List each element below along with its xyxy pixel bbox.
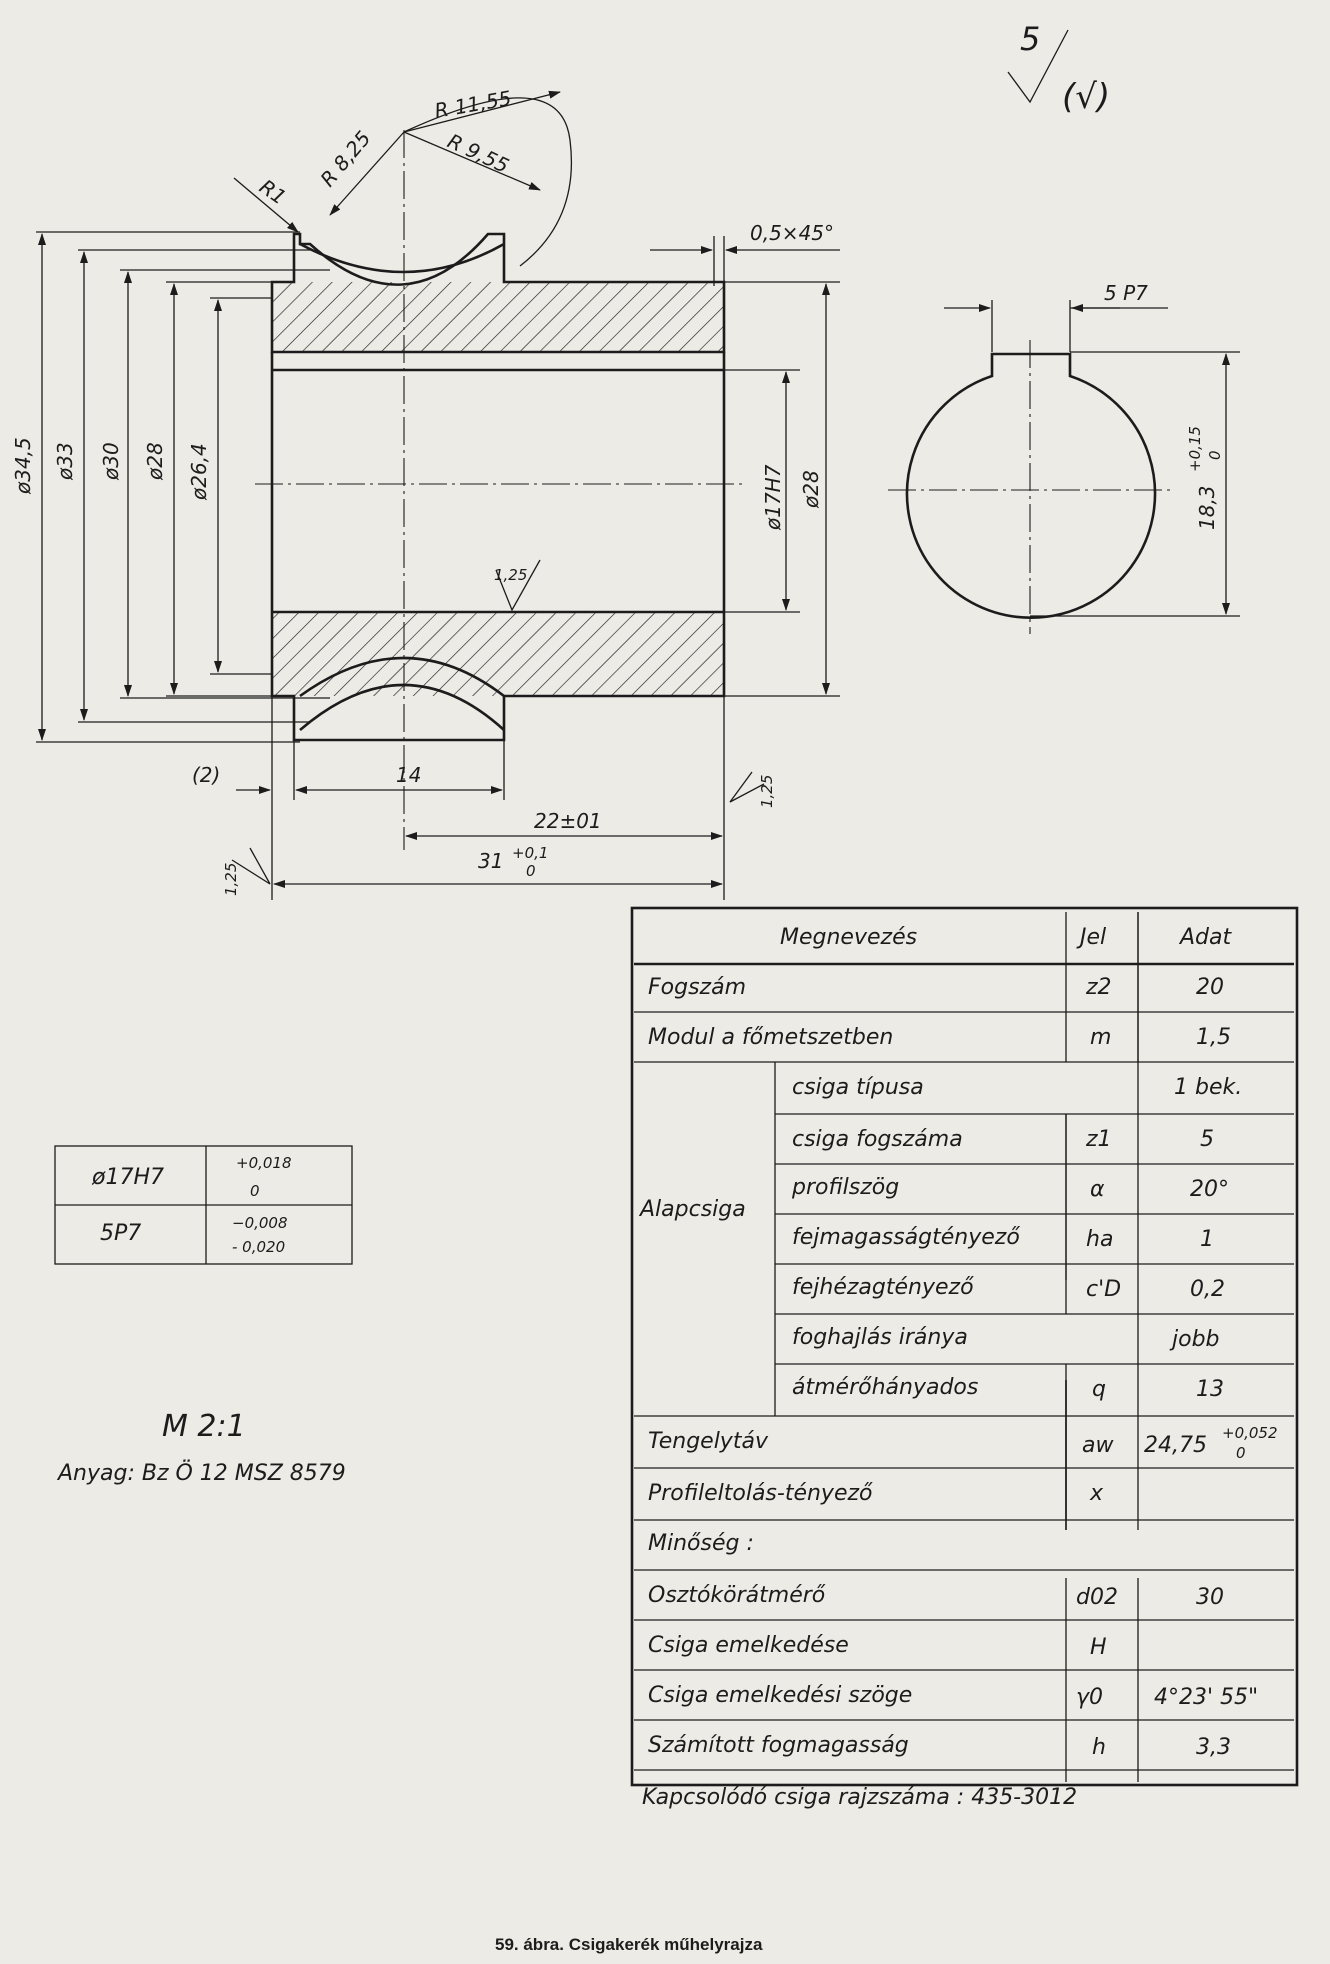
dim-d30: ø30: [99, 442, 123, 480]
tol-upper-1: −0,008: [232, 1214, 288, 1232]
hatch-bottom: [272, 612, 724, 696]
dim-r1155: R 11,55: [432, 85, 514, 123]
r3-sym-0: d02: [1076, 1585, 1118, 1610]
g-name-5: foghajlás iránya: [792, 1325, 968, 1350]
diameter-dims-right: [724, 282, 840, 696]
hdr-val: Adat: [1180, 925, 1232, 950]
g-sym-3: ha: [1086, 1227, 1114, 1252]
g-val-3: 1: [1200, 1227, 1214, 1252]
r3-sym-3: h: [1092, 1735, 1106, 1760]
dim-two: (2): [192, 763, 221, 787]
row-name-1: Modul a főmetszetben: [648, 1025, 894, 1050]
g-val-1: 5: [1200, 1127, 1214, 1152]
tolerance-table: [55, 1146, 352, 1264]
dim-twentytwo: 22±01: [534, 809, 602, 833]
cd-val: 24,75: [1144, 1433, 1207, 1458]
r3-name-1: Csiga emelkedése: [648, 1633, 849, 1658]
quality-label: Minőség :: [648, 1531, 754, 1556]
material-label: Anyag: Bz Ö 12 MSZ 8579: [58, 1461, 346, 1486]
g-sym-4: c'D: [1086, 1277, 1122, 1302]
r3-name-0: Osztókörátmérő: [648, 1583, 826, 1608]
dim-r1: R1: [255, 174, 291, 210]
dim-chamfer: 0,5×45°: [750, 221, 835, 245]
dim-key-tol-up: +0,15: [1186, 426, 1204, 472]
g-val-6: 13: [1196, 1377, 1224, 1402]
dim-d264: ø26,4: [187, 443, 211, 500]
r3-sym-2: γ0: [1076, 1685, 1104, 1710]
dim-key-width: 5 P7: [1104, 281, 1148, 305]
surface-finish-paren: (√): [1062, 77, 1111, 117]
g-name-2: profilszög: [792, 1175, 900, 1200]
g-val-4: 0,2: [1190, 1277, 1225, 1302]
rough-right: 1,25: [758, 774, 776, 808]
g-name-1: csiga fogszáma: [792, 1127, 963, 1152]
keyway-view: [888, 281, 1240, 634]
hdr-sym: Jel: [1080, 925, 1107, 950]
row-sym-1: m: [1090, 1025, 1112, 1050]
g-sym-1: z1: [1086, 1127, 1112, 1152]
r3-val-2: 4°23' 55": [1154, 1685, 1259, 1710]
tol-lower-1: - 0,020: [232, 1238, 286, 1256]
g-val-0: 1 bek.: [1174, 1075, 1243, 1100]
gear-data-table: [632, 908, 1297, 1810]
tol-upper-0: +0,018: [236, 1154, 292, 1172]
dim-thirtyone-tol-up: +0,1: [512, 844, 549, 862]
dim-d28-right: ø28: [799, 470, 823, 508]
r3-sym-1: H: [1090, 1635, 1107, 1660]
g-sym-2: α: [1090, 1177, 1105, 1202]
length-dims: [192, 696, 776, 900]
row-sym-0: z2: [1086, 975, 1112, 1000]
dim-d28: ø28: [143, 442, 167, 480]
rough-left: 1,25: [222, 862, 240, 896]
r3-name-2: Csiga emelkedési szöge: [648, 1683, 913, 1708]
cd-tol-up: +0,052: [1222, 1424, 1278, 1442]
dim-thirtyone-tol-lo: 0: [526, 862, 536, 880]
dim-d33: ø33: [53, 442, 77, 480]
g-sym-6: q: [1092, 1377, 1106, 1402]
dim-key-tol-lo: 0: [1206, 450, 1224, 460]
r3-val-0: 30: [1196, 1585, 1224, 1610]
rough-bore: 1,25: [494, 566, 528, 584]
dim-r955: R 9,55: [443, 128, 513, 178]
tol-lower-0: 0: [250, 1182, 260, 1200]
r3-name-3: Számított fogmagasság: [648, 1733, 909, 1758]
scale-label: M 2:1: [162, 1409, 246, 1444]
dim-d17h7: ø17H7: [761, 464, 785, 530]
g-val-2: 20°: [1190, 1177, 1229, 1202]
r2-name-0: Profileltolás-tényező: [648, 1481, 873, 1506]
row-val-0: 20: [1196, 975, 1224, 1000]
tol-fit-1: 5P7: [100, 1221, 142, 1246]
dim-thirtyone: 31: [478, 849, 504, 873]
row-name-0: Fogszám: [648, 975, 747, 1000]
r2-sym-0: x: [1090, 1481, 1104, 1506]
row-val-1: 1,5: [1196, 1025, 1231, 1050]
hdr-name: Megnevezés: [780, 925, 918, 950]
dim-r825: R 8,25: [315, 126, 376, 192]
cd-sym: aw: [1082, 1433, 1114, 1458]
dim-d345: ø34,5: [11, 437, 35, 494]
g-name-6: átmérőhányados: [792, 1375, 979, 1400]
g-name-0: csiga típusa: [792, 1075, 924, 1100]
dim-fourteen: 14: [396, 763, 422, 787]
dim-key-depth: 18,3: [1195, 485, 1219, 530]
surface-finish-symbol: [1008, 20, 1110, 117]
tol-fit-0: ø17H7: [92, 1165, 164, 1190]
table-footer: Kapcsolódó csiga rajzszáma : 435-3012: [642, 1785, 1078, 1810]
figure-caption: 59. ábra. Csigakerék műhelyrajza: [495, 1935, 763, 1954]
group-label: Alapcsiga: [640, 1197, 746, 1222]
hatch-top: [272, 282, 724, 352]
section-view: [11, 86, 840, 900]
cd-name: Tengelytáv: [648, 1429, 768, 1454]
g-name-4: fejhézagtényező: [792, 1275, 974, 1300]
cd-tol-lo: 0: [1236, 1444, 1246, 1462]
r3-val-3: 3,3: [1196, 1735, 1231, 1760]
surface-finish-value: 5: [1020, 20, 1041, 58]
g-name-3: fejmagasságtényező: [792, 1225, 1020, 1250]
g-val-5: jobb: [1172, 1327, 1220, 1352]
